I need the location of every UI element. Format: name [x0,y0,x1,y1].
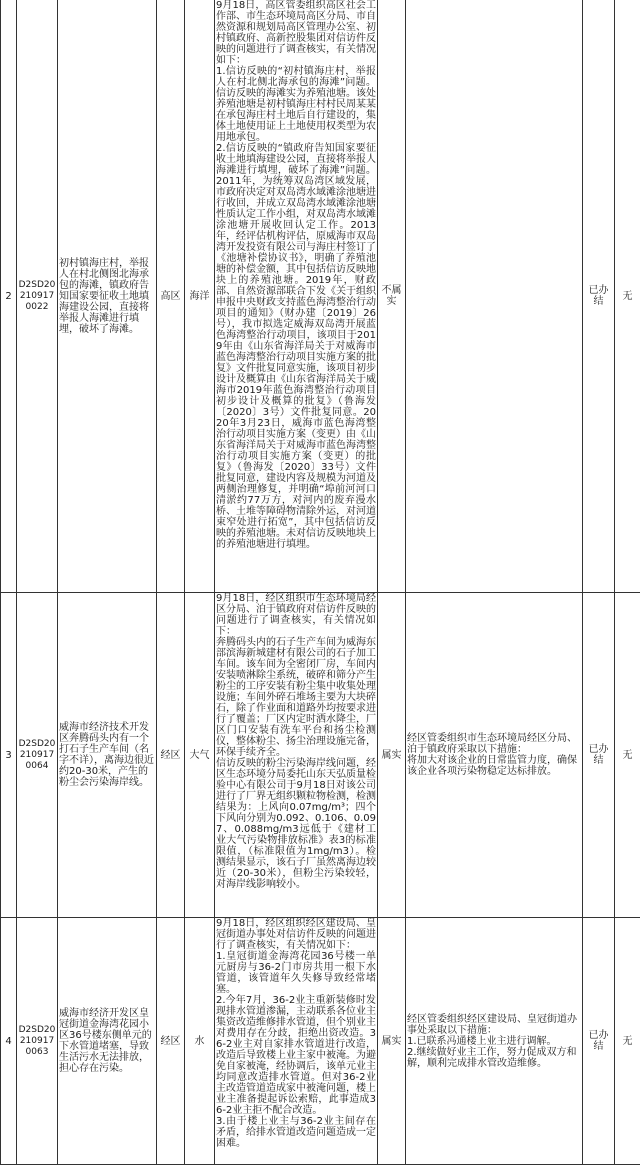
row-number: 2 [1,0,17,593]
is-true: 不属实 [378,0,406,593]
text-line: 经区管委组织经区建设局、皇冠街道办事处采取以下措施： [407,1014,581,1036]
measures [406,918,583,1165]
text-line: 2.继续做好业主工作，努力促成双方和解，顺利完成排水管改造维修。 [407,1047,581,1069]
complaint-content: 初村镇海庄村，举报人在村北侧图北海承包的海滩，镇政府告知国家要征收土地填海建设公园，直接将举报人海滩进行填埋，破坏了海滩。 [58,0,157,593]
case-id: D2SD202109170064 [17,593,58,918]
complaint-content: 威海市经济开发区皇冠街道金海湾花园小区36号楼东侧单元的下水管道堵塞，导致生活污水无法排放，担心存在污染。 [58,918,157,1165]
is-true: 属实 [378,918,406,1165]
table-row [1,0,640,593]
measures [406,593,583,918]
verification-details [215,0,378,593]
complaint-content: 威海市经济技术开发区奔腾码头内有一个打石子生产车间（名字不详），离海边很近约20-30米，产生的粉尘会污染海岸线。 [58,593,157,918]
measures [406,0,583,593]
verification-text [216,0,376,550]
text-line: 奔腾码头内的石子生产车间为威海东部滨海新城建材有限公司的石子加工车间。该车间为全密闭厂房，车间内安装喷淋除尘系统，破碎和筛分产生粉尘的工序安装有粉尘集中收集处理设施；车间外碎石堆场主要为大块碎石，除了作业面和道路外均按要求进行了覆盖；厂区内定时洒水降尘，厂区门口安装有洗车平台和扬尘检测仪，整体粉尘、扬尘治理设施完备，环保手续齐全。 [216,637,376,758]
text-line: 2.今年7月，36-2业主重新装修时发现排水管道渗漏，主动联系各位业主集资改造维修排水管道，但个别业主对费用存在分歧，拒绝出资改造。36-2业主对自家排水管道进行改造，改造后导致楼上业主家中被淹。为避免自家被淹，经协调后，该单元业主均同意改造排水管道。但对36-2业主改造管道造成家中被淹问题，楼上业主准备提起诉讼索赔，此事造成36-2业主拒不配合改造。 [216,995,376,1116]
status: 已办结 [583,918,615,1165]
table-row [1,918,640,1165]
district: 高区 [157,0,185,593]
text-line: 3.由于楼上业主与36-2业主间存在矛盾，给排水管道改造问题造成一定困难。 [216,1116,376,1149]
status: 已办结 [583,593,615,918]
row-number: 4 [1,918,17,1165]
text-line: 信访反映的粉尘污染海岸线问题，经区生态环境分局委托山东天弘质量检验中心有限公司于9月18日对该公司进行了厂界无组织颗粒物检测，检测结果为：上风向0.07mg/m³；四个下风向分别为0.092、0.106、0.097、0.088mg/m3远低于《建材工业大气污染物排放标准》表3的标准限值，（标准限值为1mg/m3）。检测结果显示，该石子厂虽然离海边较近（20-30米），但粉尘污染较轻，对海岸线影响较小。 [216,758,376,890]
text-line: 经区管委组织市生态环境局经区分局、泊于镇政府采取以下措施： [407,733,581,755]
verification-details [215,593,378,918]
verification-details [215,918,378,1165]
text-line: 将加大对该企业的日常监管力度，确保该企业各项污染物稳定达标排放。 [407,755,581,777]
table-row [1,593,640,918]
text-line: 9月18日，经区组织市生态环境局经区分局、泊于镇政府对信访件反映的问题进行了调查核实，有关情况如下： [216,593,376,637]
district: 经区 [157,918,185,1165]
pollution-type: 海洋 [185,0,215,593]
text-line: 1.已联系冯通楼上业主进行调解。 [407,1036,581,1047]
district: 经区 [157,593,185,918]
text-line: 9月18日，高区管委组织高区社会工作部、市生态环境局高区分局、市自然资源和规划局高区管理办公室、初村镇政府、高新控股集团对信访件反映的问题进行了调查核实，有关情况如下： [216,0,376,66]
accountability: 无 [615,918,640,1165]
is-true: 属实 [378,593,406,918]
row-number: 3 [1,593,17,918]
text-line: 1.信访反映的“初村镇海庄村，举报人在村北侧北海承包的海滩”问题。信访反映的海滩实为养殖池塘。该处养殖池塘是初村镇海庄村村民周某某在承包海庄村土地后自行建设的，集体土地使用证上土地使用权类型为农用地承包。 [216,66,376,143]
case-id: D2SD202109170063 [17,918,58,1165]
text-line: 2.信访反映的“镇政府告知国家要征收土地填海建设公园，直接将举报人海滩进行填埋，破坏了海滩”问题。2011年，为统筹双岛湾区域发展，市政府决定对双岛湾水域滩涂池塘进行收回，并成立双岛湾水域滩涂池塘性质认定工作小组，对双岛湾水域滩涂池塘开展收回认定工作。2013年，经评估机构评估，原威海市双岛湾开发投资有限公司与海庄村签订了《池塘补偿协议书》，明确了养殖池塘的补偿金额，其中包括信访反映地块上的养殖池塘。2019年，财政部、自然资源部联合下发《关于组织申报中央财政支持蓝色海湾整治行动项目的通知》（财办建〔2019〕26号），我市拟选定威海双岛湾开展蓝色海湾整治行动项目，该项目于2019年由《山东省海洋局关于对威海市蓝色海湾整治行动项目实施方案的批复》文件批复同意实施，该项目初步设计及概算由《山东省海洋局关于威海市2019年蓝色海湾整治行动项目初步设计及概算的批复》（鲁海发〔2020〕3号）文件批复同意。2020年3月23日，威海市蓝色海湾整治行动项目实施方案（变更）由《山东省海洋局关于对威海市蓝色海湾整治行动项目实施方案（变更）的批复》（鲁海发〔2020〕33号）文件批复同意，建设内容及规模为河道及两侧治理修复，并明确“埠前河河口清淤约77万方，对河内的废弃漫水桥、土堆等障碍物清除外运，对河道束窄处进行拓宽”，其中包括信访反映的养殖池塘。未对信访反映地块上的养殖池塘进行填埋。 [216,143,376,550]
pollution-type: 水 [185,918,215,1165]
case-id: D2SD202109170022 [17,0,58,593]
pollution-type: 大气 [185,593,215,918]
text-line: 1.皇冠街道金海湾花园36号楼一单元厨房与36-2门市房共用一根下水管道，该管道年久失修导致经常堵塞。 [216,951,376,995]
accountability: 无 [615,0,640,593]
status: 已办结 [583,0,615,593]
accountability: 无 [615,593,640,918]
text-line: 9月18日，经区组织经区建设局、皇冠街道办事处对信访件反映的问题进行了调查核实，有关情况如下： [216,918,376,951]
verification-text [216,593,376,890]
verification-text [216,918,376,1149]
